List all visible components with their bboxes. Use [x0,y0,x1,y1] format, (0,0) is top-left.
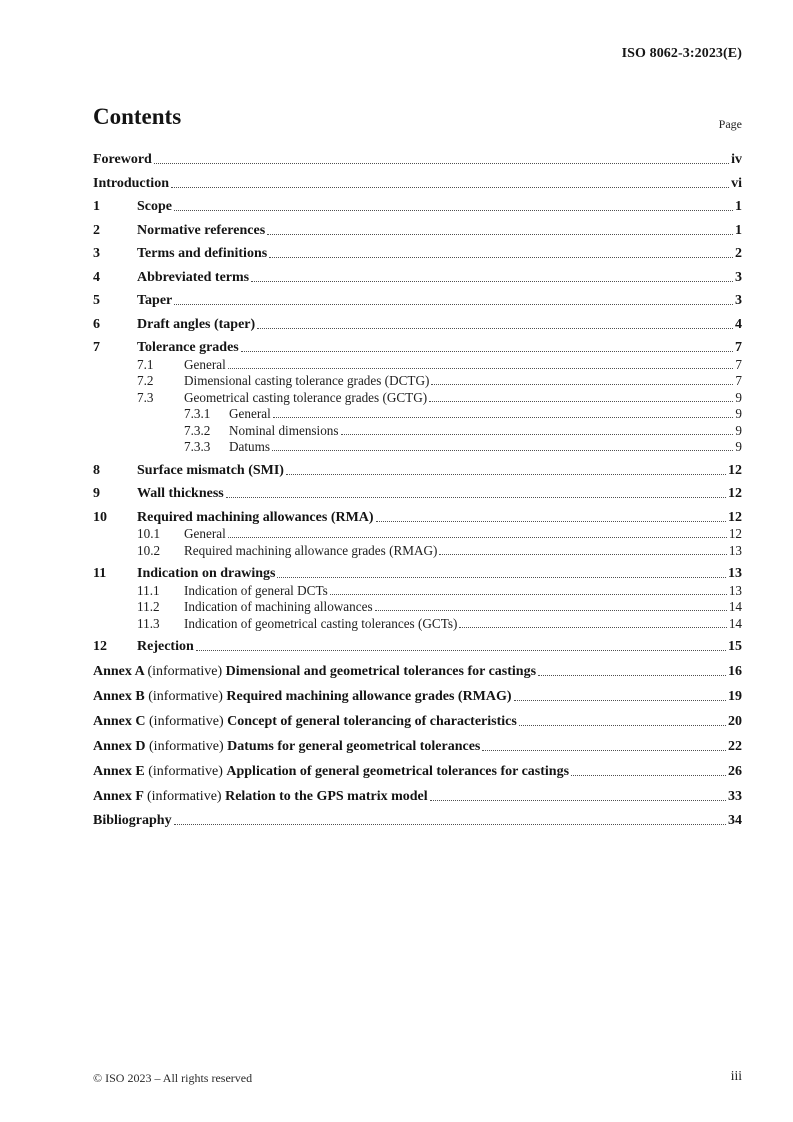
entry-label: Required machining allowances (RMA) [137,509,374,525]
entry-label: Indication of general DCTs [184,582,328,598]
entry-number: 10.1 [137,526,161,541]
annex-title: Relation to the GPS matrix model [225,789,428,804]
annex-qualifier: (informative) [149,739,228,754]
entry-label: Bibliography [93,812,172,828]
entry-label: Foreword [93,152,152,167]
toc-entry[interactable] [93,293,742,308]
leader-dots [431,384,733,385]
entry-number: 7.2 [137,373,154,388]
entry-page: 34 [728,812,742,828]
entry-label [93,764,569,779]
toc-entry[interactable] [93,340,742,355]
entry-page: 14 [728,599,742,614]
entry-label: General [184,356,226,372]
entry-page: 14 [728,615,742,631]
entry-label: Dimensional casting tolerance grades (DCTG) [184,373,430,388]
toc-entry[interactable] [93,223,742,238]
toc-entry[interactable] [93,664,742,679]
entry-page: 7 [735,373,742,388]
toc-entry[interactable] [93,813,742,828]
entry-label [93,789,428,804]
page-column-label: Page [718,117,742,131]
entry-number: 8 [93,462,100,478]
annex-qualifier: (informative) [147,664,226,679]
leader-dots [439,554,726,555]
entry-page: 3 [735,293,742,308]
entry-page: 1 [735,222,742,238]
entry-number: 7.3.3 [184,439,211,454]
entry-label: Indication on drawings [137,566,276,581]
annex-prefix: Annex B [93,689,149,704]
leader-dots [330,594,727,595]
entry-label: Datums [229,439,271,454]
leader-dots [174,824,726,825]
annex-prefix: Annex D [93,739,150,754]
entry-label: Introduction [93,175,169,191]
leader-dots [482,750,726,751]
leader-dots [257,328,733,329]
leader-dots [228,368,734,369]
entry-page: 9 [735,406,742,421]
annex-title: Application of general geometrical tolerances for castings [226,764,570,779]
entry-page: 9 [735,389,742,405]
leader-dots [174,210,733,211]
entry-number: 7.3.1 [184,406,211,421]
toc-entry[interactable] [93,152,742,167]
leader-dots [430,800,726,801]
entry-label: Geometrical casting tolerance grades (GCTG) [184,389,428,405]
entry-label: Nominal dimensions [229,422,339,438]
leader-dots [154,163,729,164]
entry-label: Draft angles (taper) [137,316,256,332]
leader-dots [174,304,733,305]
entry-label: Indication of geometrical casting tolerances (GCTs) [184,615,458,631]
leader-dots [267,234,733,235]
annex-qualifier: (informative) [146,789,226,804]
entry-number: 1 [93,199,100,214]
entry-label: Taper [137,293,173,308]
copyright-notice: © ISO 2023 – All rights reserved [93,1071,253,1085]
toc-entry[interactable] [93,463,742,478]
entry-label: General [184,526,226,541]
entry-number: 12 [93,639,107,654]
entry-number: 5 [93,293,100,308]
entry-page: 22 [728,739,742,754]
entry-label: Abbreviated terms [137,269,250,285]
entry-number: 10.2 [137,542,161,558]
toc-entry[interactable] [93,439,742,454]
toc-entry[interactable] [93,764,742,779]
entry-label: General [229,406,271,421]
toc-entry[interactable] [93,566,742,581]
entry-page: 13 [728,582,742,598]
entry-number: 7.1 [137,356,154,372]
entry-number: 2 [93,222,100,238]
entry-label: Indication of machining allowances [184,599,373,614]
annex-qualifier: (informative) [148,689,227,704]
toc-entry[interactable] [93,199,742,214]
toc-entry[interactable] [93,583,742,598]
leader-dots [277,577,726,578]
leader-dots [429,401,733,402]
entry-page: 7 [735,356,742,372]
toc-entry[interactable] [93,526,742,541]
toc-entry[interactable] [93,510,742,525]
entry-label [93,714,517,729]
entry-label: Wall thickness [137,486,224,501]
annex-prefix: Annex E [93,764,149,779]
contents-heading: Contents [93,104,182,129]
toc-entry[interactable] [93,486,742,501]
entry-label: Normative references [137,222,266,238]
leader-dots [171,187,729,188]
entry-label: Required machining allowance grades (RMAG) [184,542,438,558]
entry-number: 7 [93,340,100,355]
toc-entry[interactable] [93,317,742,332]
entry-page: 13 [728,566,742,581]
leader-dots [241,351,733,352]
annex-prefix: Annex A [93,664,148,679]
toc-entry[interactable] [93,406,742,421]
entry-number: 11.3 [137,615,160,631]
leader-dots [375,610,727,611]
entry-page: 19 [728,689,742,704]
leader-dots [376,521,726,522]
entry-page: 12 [728,509,742,525]
entry-page: 7 [735,340,742,355]
toc-entry[interactable] [93,739,742,754]
leader-dots [272,450,733,451]
entry-number: 3 [93,246,100,261]
page-number: iii [730,1068,742,1083]
annex-prefix: Annex F [93,789,147,804]
leader-dots [269,257,733,258]
annex-title: Concept of general tolerancing of characteristics [227,714,517,729]
entry-page: 20 [728,714,742,729]
leader-dots [571,775,726,776]
leader-dots [228,537,727,538]
entry-label: Tolerance grades [137,340,239,355]
entry-page: 9 [735,422,742,438]
entry-number: 7.3 [137,389,154,405]
entry-label: Rejection [137,639,194,654]
entry-label: Scope [137,199,172,214]
entry-number: 6 [93,316,100,332]
entry-page: 2 [735,246,742,261]
entry-page: 4 [735,316,742,332]
leader-dots [519,725,726,726]
entry-number: 7.3.2 [184,422,211,438]
table-of-contents [93,152,742,828]
entry-page: vi [731,175,742,191]
leader-dots [286,474,726,475]
toc-entry[interactable] [93,599,742,614]
entry-number: 10 [93,509,107,525]
leader-dots [459,627,726,628]
entry-page: 3 [735,269,742,285]
entry-label: Surface mismatch (SMI) [137,462,284,478]
entry-page: 13 [728,542,742,558]
entry-label [93,689,512,704]
toc-entry[interactable] [93,616,742,631]
entry-page: 1 [735,199,742,214]
entry-number: 9 [93,486,100,501]
document-reference: ISO 8062-3:2023(E) [621,46,742,61]
leader-dots [538,675,726,676]
annex-prefix: Annex C [93,714,150,729]
entry-page: 9 [735,439,742,454]
toc-entry[interactable] [93,390,742,405]
toc-entry[interactable] [93,423,742,438]
leader-dots [514,700,726,701]
toc-entry[interactable] [93,357,742,372]
leader-dots [273,417,734,418]
entry-number: 11.1 [137,582,160,598]
entry-page: 16 [728,664,742,679]
entry-label: Terms and definitions [137,246,268,261]
entry-page: 12 [728,486,742,501]
entry-page: 12 [728,462,742,478]
toc-entry[interactable] [93,176,742,191]
entry-page: 33 [728,789,742,804]
annex-title: Datums for general geometrical tolerances [227,739,481,754]
entry-label [93,739,480,754]
toc-entry[interactable] [93,543,742,558]
entry-number: 11 [93,566,107,581]
toc-entry[interactable] [93,270,742,285]
entry-page: 15 [728,639,742,654]
entry-number: 4 [93,269,100,285]
annex-qualifier: (informative) [149,714,228,729]
annex-title: Required machining allowance grades (RMAG) [226,689,512,704]
entry-page: 12 [728,526,742,541]
leader-dots [341,434,734,435]
annex-qualifier: (informative) [148,764,227,779]
toc-entry[interactable] [93,639,742,654]
leader-dots [251,281,733,282]
leader-dots [226,497,726,498]
leader-dots [196,650,726,651]
entry-page: iv [731,152,742,167]
annex-title: Dimensional and geometrical tolerances for castings [225,664,537,679]
toc-entry[interactable] [93,714,742,729]
toc-entry[interactable] [93,689,742,704]
toc-entry[interactable] [93,789,742,804]
toc-entry[interactable] [93,246,742,261]
toc-entry[interactable] [93,373,742,388]
entry-page: 26 [728,764,742,779]
entry-number: 11.2 [137,599,160,614]
entry-label [93,664,536,679]
